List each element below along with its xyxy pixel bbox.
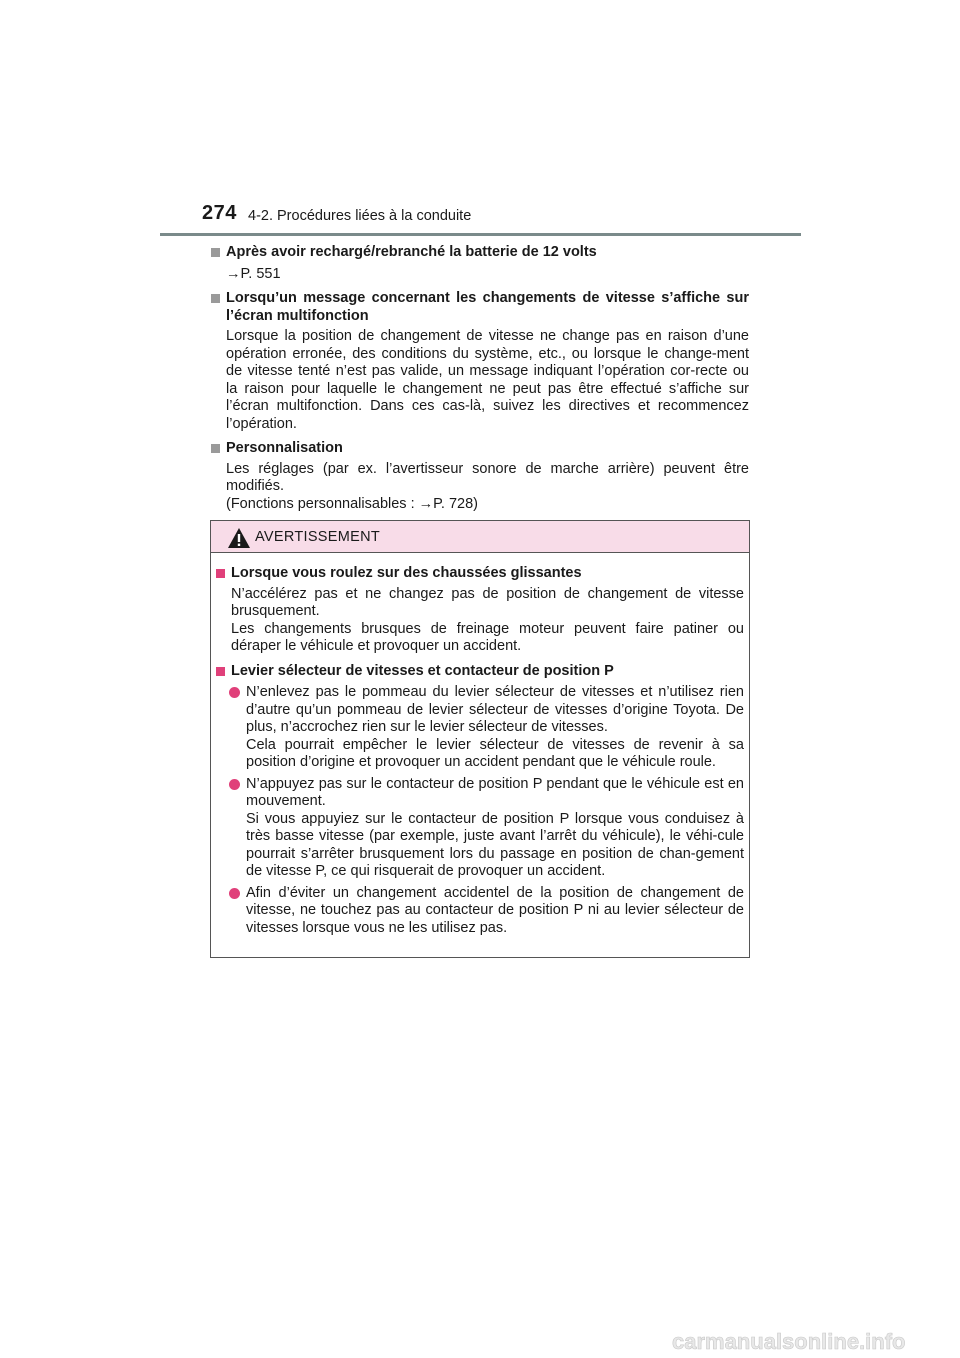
section-personnalisation — [211, 440, 749, 513]
header-divider — [160, 233, 801, 236]
warning-body — [216, 565, 744, 944]
square-bullet-icon — [211, 294, 220, 303]
square-bullet-icon — [216, 569, 225, 578]
page-reference-link[interactable]: →P. 551 — [226, 265, 281, 282]
warning-section-heading: Levier sélecteur de vitesses et contacteur de position P — [216, 663, 744, 681]
section-heading: Personnalisation — [211, 440, 749, 458]
warning-header — [211, 521, 749, 553]
list-item: N’enlevez pas le pommeau du levier sélecteur de vitesses et n’utilisez rien d’autre qu’un pommeau de levier sélecteur de vitesses d’origine Toyota. De plus, n’accrochez rien sur le levier sélecteur de vitesses. Cela pourrait empêcher le levier sélecteur de vitesses de revenir à sa position d’origine et provoquer un accident pendant que le véhicule roule. — [216, 684, 744, 772]
list-item: N’appuyez pas sur le contacteur de position P pendant que le véhicule est en mouvement. Si vous appuyiez sur le contacteur de position P lorsque vous conduisez à très basse vitesse (par exemple, juste avant l’arrêt du véhicule), le véhi-cule pourrait s’arrêter brusquement lors du passage en position de chan-gement de vitesse P, ce qui risquerait de provoquer un accident. — [216, 776, 744, 881]
main-content — [211, 244, 749, 520]
warning-triangle-icon — [227, 527, 251, 549]
warning-text: N’accélérez pas et ne changez pas de position de changement de vitesse brusquement. — [231, 585, 744, 619]
watermark-text: carmanualsonline.info — [672, 1329, 906, 1354]
page-reference-link[interactable]: (Fonctions personnalisables : →P. 728) — [226, 495, 479, 512]
section-shift-message — [211, 290, 749, 433]
square-bullet-icon — [211, 248, 220, 257]
round-bullet-icon — [229, 888, 240, 899]
section-body: Lorsque la position de changement de vitesse ne change pas en raison d’une opération erronée, des conditions du système, etc., ou lorsque le change-ment de vitesse tenté n’est pas valide, un message indiquant l’opération cor-recte ou la raison pour laquelle le changement ne peut pas être effectué s’affiche sur l’écran multifonction. Dans ces cas-là, suivez les directives et recommencez l’opération. — [226, 328, 749, 432]
warning-text: Les changements brusques de freinage moteur peuvent faire patiner ou déraper le véhicule et provoquer un accident. — [231, 620, 744, 654]
page-number: 274 — [202, 202, 237, 224]
chapter-title: 4-2. Procédures liées à la conduite — [248, 208, 472, 224]
warning-section-heading: Lorsque vous roulez sur des chaussées glissantes — [216, 565, 744, 583]
section-heading: Après avoir rechargé/rebranché la batterie de 12 volts — [211, 244, 749, 262]
round-bullet-icon — [229, 779, 240, 790]
list-item: Afin d’éviter un changement accidentel de la position de changement de vitesse, ne touchez pas au contacteur de position P ni au levier sélecteur de vitesses lorsque vous ne les utilisez pas. — [216, 885, 744, 938]
section-battery — [211, 244, 749, 283]
warning-section-slippery — [216, 565, 744, 656]
warning-box — [210, 520, 750, 958]
square-bullet-icon — [211, 444, 220, 453]
watermark-logo — [670, 1327, 958, 1355]
square-bullet-icon — [216, 667, 225, 676]
section-heading: Lorsqu’un message concernant les changements de vitesse s’affiche sur l’écran multifonction — [211, 290, 749, 325]
warning-section-shift-lever — [216, 663, 744, 938]
section-body: Les réglages (par ex. l’avertisseur sonore de marche arrière) peuvent être modifiés. — [226, 460, 749, 494]
warning-title: AVERTISSEMENT — [255, 529, 381, 545]
round-bullet-icon — [229, 687, 240, 698]
